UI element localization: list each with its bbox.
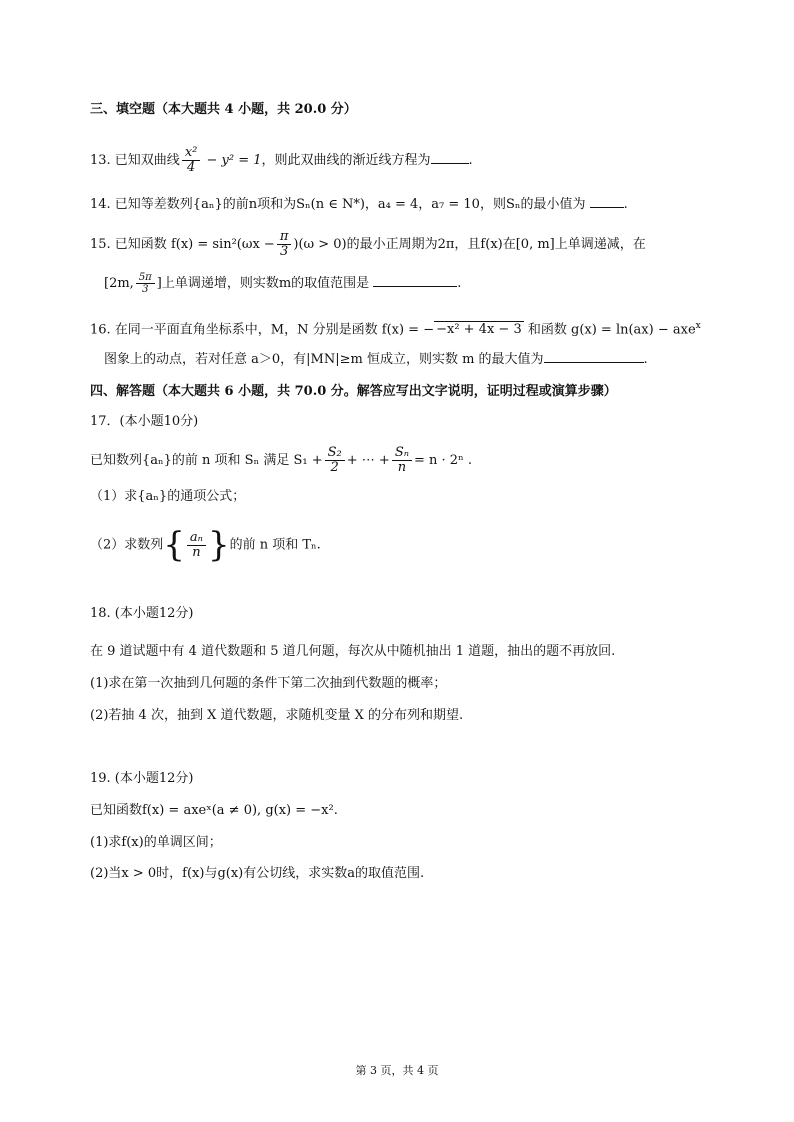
q15-end: . [457, 276, 462, 291]
q13-frac-num: x² [182, 146, 201, 161]
q17-frac-2 [392, 446, 412, 475]
q17-part2-frac-den: n [192, 544, 201, 560]
page-footer: 第 3 页，共 4 页 [355, 1064, 439, 1077]
q18-stem: 在 9 道试题中有 4 道代数题和 5 道几何题，每次从中随机抽出 1 道题，抽出的题不再放回. [90, 644, 616, 659]
q13-end: . [468, 153, 473, 168]
q17-frac1-den: 2 [330, 460, 339, 475]
q15-prefix: 15. 已知函数 f(x) = sin²(ωx − [90, 237, 275, 252]
q18-part-1: (1)求在第一次抽到几何题的条件下第二次抽到代数题的概率； [90, 676, 447, 691]
question-16-line-2 [104, 350, 648, 370]
q17-part2-fraction [187, 531, 206, 560]
q13-fraction [182, 146, 201, 175]
q17-right-brace: } [207, 525, 230, 565]
q14-end: . [623, 197, 628, 212]
question-16-line-1 [90, 316, 701, 340]
q16-sqrt: −x² + 4x − 3 [436, 322, 522, 338]
q17-mid: + ⋯ + [346, 453, 390, 468]
q17-stem-prefix: 已知数列{aₙ}的前 n 项和 Sₙ 满足 S₁ + [90, 453, 323, 468]
q15-line2-frac-num: 5π [136, 272, 155, 284]
q17-stem [90, 446, 472, 475]
q16-end: . [643, 352, 648, 367]
q18-header: 18. (本小题12分) [90, 606, 194, 621]
q15-answer-blank [373, 274, 457, 287]
question-15-line-2 [104, 272, 461, 295]
q16-prefix: 16. 在同一平面直角坐标系中，M，N 分别是函数 f(x) = − [90, 322, 435, 338]
q17-part2-prefix: （2）求数列 [90, 537, 164, 553]
section-3-title: 三、填空题（本大题共 4 小题，共 20.0 分） [90, 102, 357, 117]
q16-line2: 图象上的动点，若对任意 a＞0，有|MN|≥m 恒成立，则实数 m 的最大值为 [104, 352, 544, 367]
q16-answer-blank [544, 350, 644, 363]
question-14 [90, 195, 628, 215]
q17-part2-frac-num: aₙ [187, 531, 206, 546]
question-15-line-1 [90, 230, 646, 259]
q17-frac1-num: S₂ [325, 446, 345, 461]
q17-part-1: （1）求{aₙ}的通项公式； [90, 489, 246, 504]
q17-frac2-num: Sₙ [392, 446, 412, 461]
q13-equation-tail: − y² = 1 [202, 153, 262, 168]
q16-sup: x [695, 321, 701, 331]
q13-prefix: 13. 已知双曲线 [90, 153, 180, 168]
q18-part-2: (2)若抽 4 次，抽到 X 道代数题，求随机变量 X 的分布列和期望. [90, 708, 464, 723]
q15-fraction [277, 230, 292, 259]
question-13 [90, 146, 473, 175]
q17-frac-1 [325, 446, 345, 475]
section-4-title: 四、解答题（本大题共 6 小题，共 70.0 分。解答应写出文字说明，证明过程或演算步骤） [90, 384, 617, 399]
q17-part-2 [90, 525, 321, 565]
q15-line2-prefix: [2m, [104, 276, 134, 291]
q15-frac-den: 3 [279, 244, 289, 259]
q17-stem-suffix: = n · 2ⁿ . [414, 453, 472, 468]
q17-left-brace: { [163, 525, 185, 565]
q15-mid: )(ω > 0)的最小正周期为2π，且f(x)在[0, m]上单调递减，在 [293, 237, 646, 252]
q14-answer-blank [590, 195, 624, 208]
q16-mid: 和函数 g(x) = ln(ax) − axe [523, 322, 696, 338]
q17-header: 17．(本小题10分) [90, 414, 199, 429]
q13-frac-den: 4 [186, 160, 196, 175]
q15-frac-num: π [277, 230, 292, 245]
q13-answer-blank [431, 151, 469, 164]
q19-stem: 已知函数f(x) = axeˣ(a ≠ 0), g(x) = −x². [90, 803, 338, 818]
q19-part-1: (1)求f(x)的单调区间； [90, 835, 222, 850]
q19-part-2: (2)当x > 0时，f(x)与g(x)有公切线，求实数a的取值范围. [90, 866, 425, 881]
q17-frac2-den: n [397, 460, 407, 475]
q19-header: 19. (本小题12分) [90, 771, 194, 786]
q17-part2-suffix: 的前 n 项和 Tₙ. [229, 537, 321, 553]
q15-line2-fraction [136, 272, 155, 295]
q13-suffix: ，则此双曲线的渐近线方程为 [261, 153, 431, 168]
q15-line2-frac-den: 3 [142, 284, 149, 295]
q15-line2-suffix: ]上单调递增，则实数m的取值范围是 [156, 276, 370, 291]
q14-text: 14. 已知等差数列{aₙ}的前n项和为Sₙ(n ∈ N*)，a₄ = 4，a₇ = 10，则Sₙ的最小值为 [90, 197, 586, 212]
